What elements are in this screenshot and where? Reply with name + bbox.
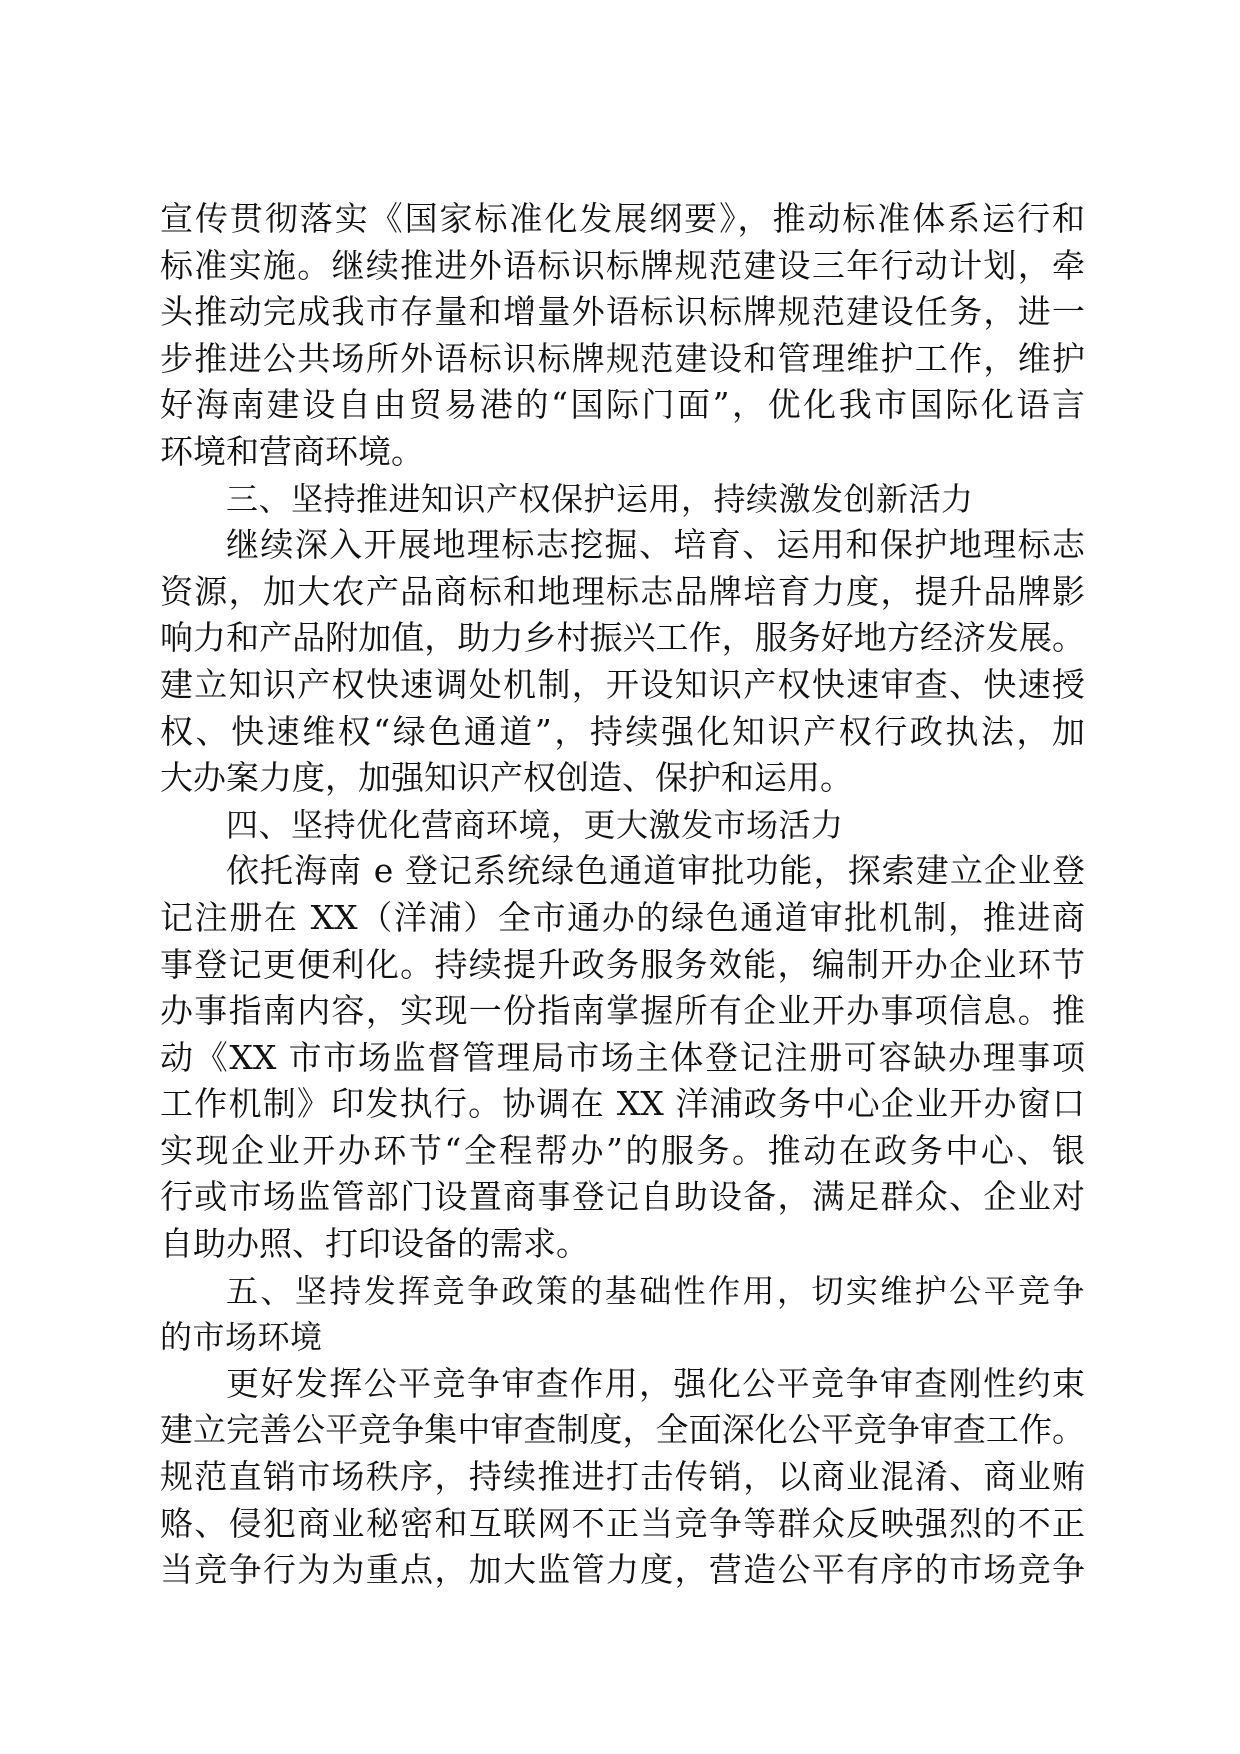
body-line: 权、快速维权“绿色通道”，持续强化知识产权行政执法，加 — [160, 711, 1085, 751]
body-line: 建立完善公平竞争集中审查制度，全面深化公平竞争审查工作。 — [160, 1410, 1085, 1450]
body-line: 环境和营商环境。 — [160, 431, 424, 471]
paragraph-first-line: 依托海南 e 登记系统绿色通道审批功能，探索建立企业登 — [226, 851, 1085, 891]
body-line: 工作机制》印发执行。协调在 XX 洋浦政务中心企业开办窗口 — [160, 1084, 1085, 1124]
body-line: 规范直销市场秩序，持续推进打击传销，以商业混淆、商业贿 — [160, 1457, 1085, 1497]
document-page — [160, 196, 1085, 1594]
body-line: 办事指南内容，实现一份指南掌握所有企业开办事项信息。推 — [160, 991, 1085, 1031]
body-line: 实现企业开办环节“全程帮办”的服务。推动在政务中心、银 — [160, 1130, 1085, 1170]
section-heading-5-continued: 的市场环境 — [160, 1318, 323, 1357]
body-line: 头推动完成我市存量和增量外语标识标牌规范建设任务，进一 — [160, 292, 1085, 332]
body-line: 步推进公共场所外语标识标牌规范建设和管理维护工作，维护 — [160, 338, 1085, 378]
paragraph-first-line: 继续深入开展地理标志挖掘、培育、运用和保护地理标志 — [226, 525, 1085, 565]
section-heading-3: 三、坚持推进知识产权保护运用，持续激发创新活力 — [226, 479, 974, 518]
body-line: 好海南建设自由贸易港的“国际门面”，优化我市国际化语言 — [160, 385, 1085, 425]
body-line: 赂、侵犯商业秘密和互联网不正当竞争等群众反映强烈的不正 — [160, 1503, 1085, 1543]
body-line: 行或市场监管部门设置商事登记自助设备，满足群众、企业对 — [160, 1177, 1085, 1217]
section-heading-5: 五、坚持发挥竞争政策的基础性作用，切实维护公平竞争 — [226, 1271, 1085, 1310]
body-line: 宣传贯彻落实《国家标准化发展纲要》，推动标准体系运行和 — [160, 199, 1085, 238]
body-line: 资源，加大农产品商标和地理标志品牌培育力度，提升品牌影 — [160, 571, 1085, 611]
body-line: 大办案力度，加强知识产权创造、保护和运用。 — [160, 758, 853, 798]
body-line: 标准实施。继续推进外语标识标牌规范建设三年行动计划，牵 — [160, 245, 1085, 285]
paragraph-first-line: 更好发挥公平竞争审查作用，强化公平竞争审查刚性约束 — [226, 1363, 1085, 1403]
body-line: 自助办照、打印设备的需求。 — [160, 1224, 589, 1264]
body-line: 记注册在 XX（洋浦）全市通办的绿色通道审批机制，推进商 — [160, 897, 1085, 937]
body-line: 建立知识产权快速调处机制，开设知识产权快速审查、快速授 — [160, 664, 1085, 704]
section-heading-4: 四、坚持优化营商环境，更大激发市场活力 — [226, 805, 844, 844]
body-line: 动《XX 市市场监督管理局市场主体登记注册可容缺办理事项 — [160, 1037, 1085, 1077]
body-line: 事登记更便利化。持续提升政务服务效能，编制开办企业环节 — [160, 944, 1085, 984]
body-line: 当竞争行为为重点，加大监管力度，营造公平有序的市场竞争 — [160, 1550, 1085, 1590]
body-line: 响力和产品附加值，助力乡村振兴工作，服务好地方经济发展。 — [160, 618, 1085, 658]
